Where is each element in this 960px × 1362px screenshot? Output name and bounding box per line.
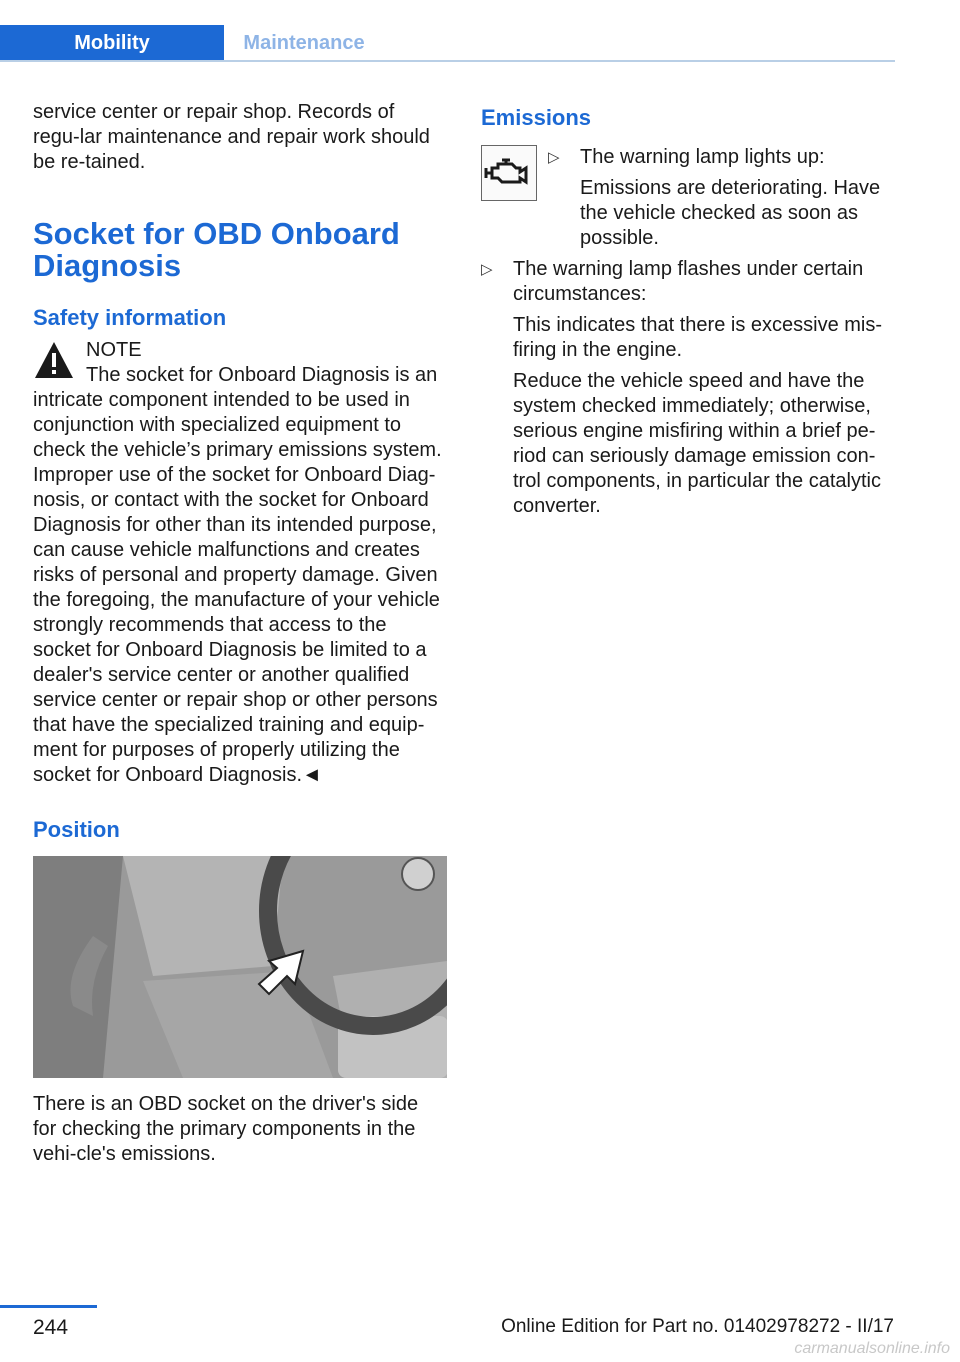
note-label: NOTE <box>86 339 142 361</box>
intro-paragraph: service center or repair shop. Records of regu‐lar maintenance and repair work should be re‐tained. <box>33 101 430 173</box>
watermark: carmanualsonline.info <box>794 1340 950 1357</box>
bullet-triangle-icon: ▷ <box>548 149 560 166</box>
position-text: There is an OBD socket on the driver's side for checking the primary components in the vehi‐cle's emissions. <box>33 1093 419 1165</box>
edition-text: Online Edition for Part no. 01402978272 - II/17 <box>501 1316 894 1337</box>
bullet1-text: Emissions are deteriorating. Have the vehicle checked as soon as possible. <box>580 177 881 249</box>
right-column <box>481 100 891 519</box>
bullet1-title: The warning lamp lights up: <box>580 146 825 168</box>
bullet2-text2: Reduce the vehicle speed and have the system checked immediately; otherwise, serious engine misfiring within a brief pe‐riod can seriously damage emission con‐trol components, in particular the catalytic converter. <box>513 370 881 517</box>
bullet2-title: The warning lamp flashes under certain circumstances: <box>513 258 864 305</box>
tab-mobility[interactable]: Mobility <box>0 25 224 62</box>
obd-socket-position-photo <box>33 856 447 1078</box>
section-heading: Socket for OBD Onboard Diagnosis <box>33 216 400 283</box>
bullet-lamp-lights <box>548 145 891 251</box>
check-engine-lamp-box <box>481 145 537 201</box>
bullet-lamp-flashes <box>481 257 891 519</box>
emissions-heading: Emissions <box>481 105 592 130</box>
note-block <box>33 338 443 788</box>
chapter-tab-bar <box>0 25 895 62</box>
page-number: 244 <box>33 1316 69 1339</box>
check-engine-icon <box>482 146 536 200</box>
tab-bar-rule <box>0 60 895 62</box>
left-column <box>33 100 443 1167</box>
note-text: The socket for Onboard Diagnosis is an intricate component intended to be used in conjunction with specialized equipment to check the vehicle’s primary emissions system. Improper use of the socket for Onboard Diag‐nosis, or contact with the socket for Onboard Diagnosis for other than its intended purpose, can cause vehicle malfunctions and creates risks of personal and property damage. Given the foregoing, the manufacture of your vehicle strongly recommends that access to the socket for Onboard Diagnosis be limited to a dealer's service center or another qualified service center or repair shop or other persons that have the specialized training and equip‐ment for purposes of properly utilizing the socket for Onboard Diagnosis.◄ <box>33 364 442 786</box>
bullet-triangle-icon: ▷ <box>481 261 493 278</box>
safety-heading: Safety information <box>33 305 227 330</box>
position-heading: Position <box>33 817 120 842</box>
footer-rule <box>0 1305 97 1308</box>
warning-triangle-icon <box>33 340 75 380</box>
tab-maintenance[interactable]: Maintenance <box>243 32 365 54</box>
bullet2-text1: This indicates that there is excessive mis‐firing in the engine. <box>513 314 883 361</box>
